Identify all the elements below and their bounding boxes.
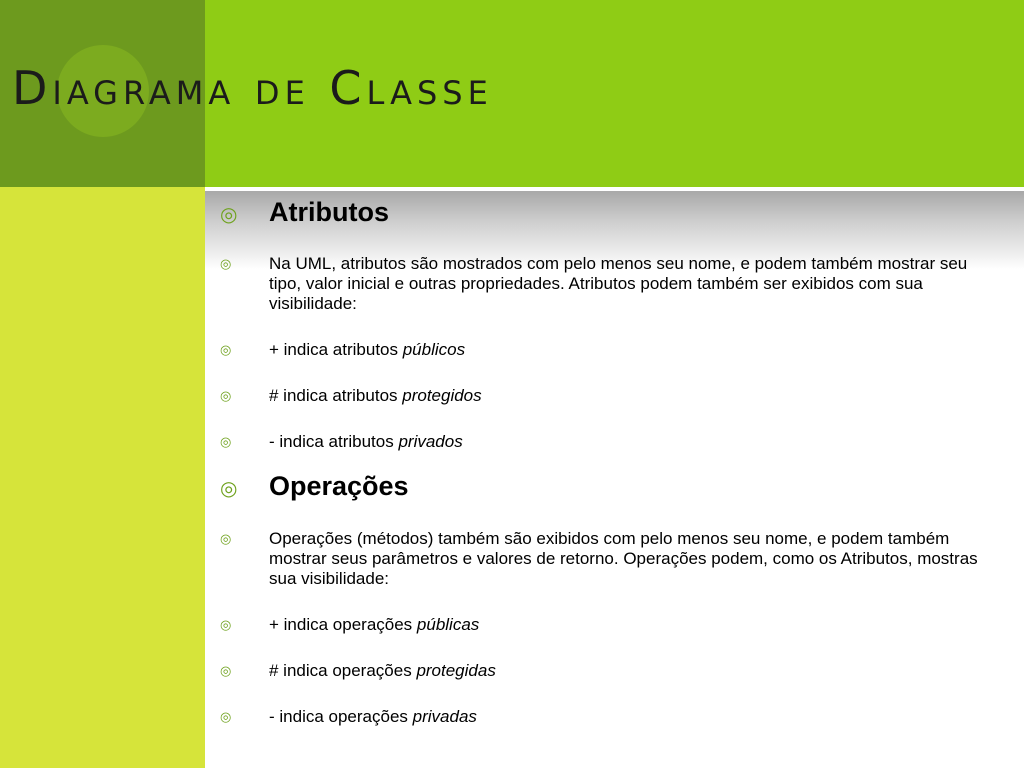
- item-emphasis: privadas: [412, 707, 477, 726]
- item-text: # indica atributos: [269, 386, 403, 405]
- list-item: [220, 661, 1000, 681]
- item-text: + indica operações: [269, 615, 417, 634]
- item-text: - indica atributos: [269, 432, 399, 451]
- target-bullet-icon: ◎: [220, 532, 232, 547]
- target-bullet-icon: ◎: [220, 476, 238, 500]
- item-text: + indica atributos: [269, 340, 403, 359]
- target-bullet-icon: ◎: [220, 710, 232, 725]
- target-bullet-icon: ◎: [220, 257, 232, 272]
- atributos-intro: Na UML, atributos são mostrados com pelo menos seu nome, e podem também mostrar seu tipo, valor inicial e outras propriedades. Atributos podem também ser exibidos com sua visibilidade:: [269, 254, 968, 313]
- target-bullet-icon: ◎: [220, 343, 232, 358]
- operacoes-intro: Operações (métodos) também são exibidos com pelo menos seu nome, e podem também mostrar seus parâmetros e valores de retorno. Operações podem, como os Atributos, mostras sua visibilidade:: [269, 529, 978, 588]
- list-item: [220, 432, 1000, 452]
- target-bullet-icon: ◎: [220, 202, 238, 226]
- target-bullet-icon: ◎: [220, 389, 232, 404]
- bullet-list: [220, 196, 1000, 727]
- target-bullet-icon: ◎: [220, 435, 232, 450]
- item-text: - indica operações: [269, 707, 413, 726]
- list-item-heading-atributos: [220, 196, 1000, 228]
- item-emphasis: protegidos: [402, 386, 482, 405]
- item-text: # indica operações: [269, 661, 417, 680]
- item-emphasis: públicos: [402, 340, 466, 359]
- list-item: [220, 615, 1000, 635]
- list-item: [220, 254, 1000, 314]
- target-bullet-icon: ◎: [220, 618, 232, 633]
- left-sidebar-strip: [0, 187, 205, 768]
- list-item-heading-operacoes: [220, 470, 1000, 502]
- item-emphasis: públicas: [416, 615, 480, 634]
- list-item: [220, 707, 1000, 727]
- target-bullet-icon: ◎: [220, 664, 232, 679]
- item-emphasis: privados: [398, 432, 463, 451]
- list-item: [220, 340, 1000, 360]
- operacoes-heading: Operações: [269, 471, 409, 501]
- list-item: [220, 386, 1000, 406]
- item-emphasis: protegidas: [416, 661, 496, 680]
- list-item: [220, 529, 1000, 589]
- atributos-heading: Atributos: [269, 197, 389, 227]
- slide-title: Diagrama de Classe: [12, 61, 493, 115]
